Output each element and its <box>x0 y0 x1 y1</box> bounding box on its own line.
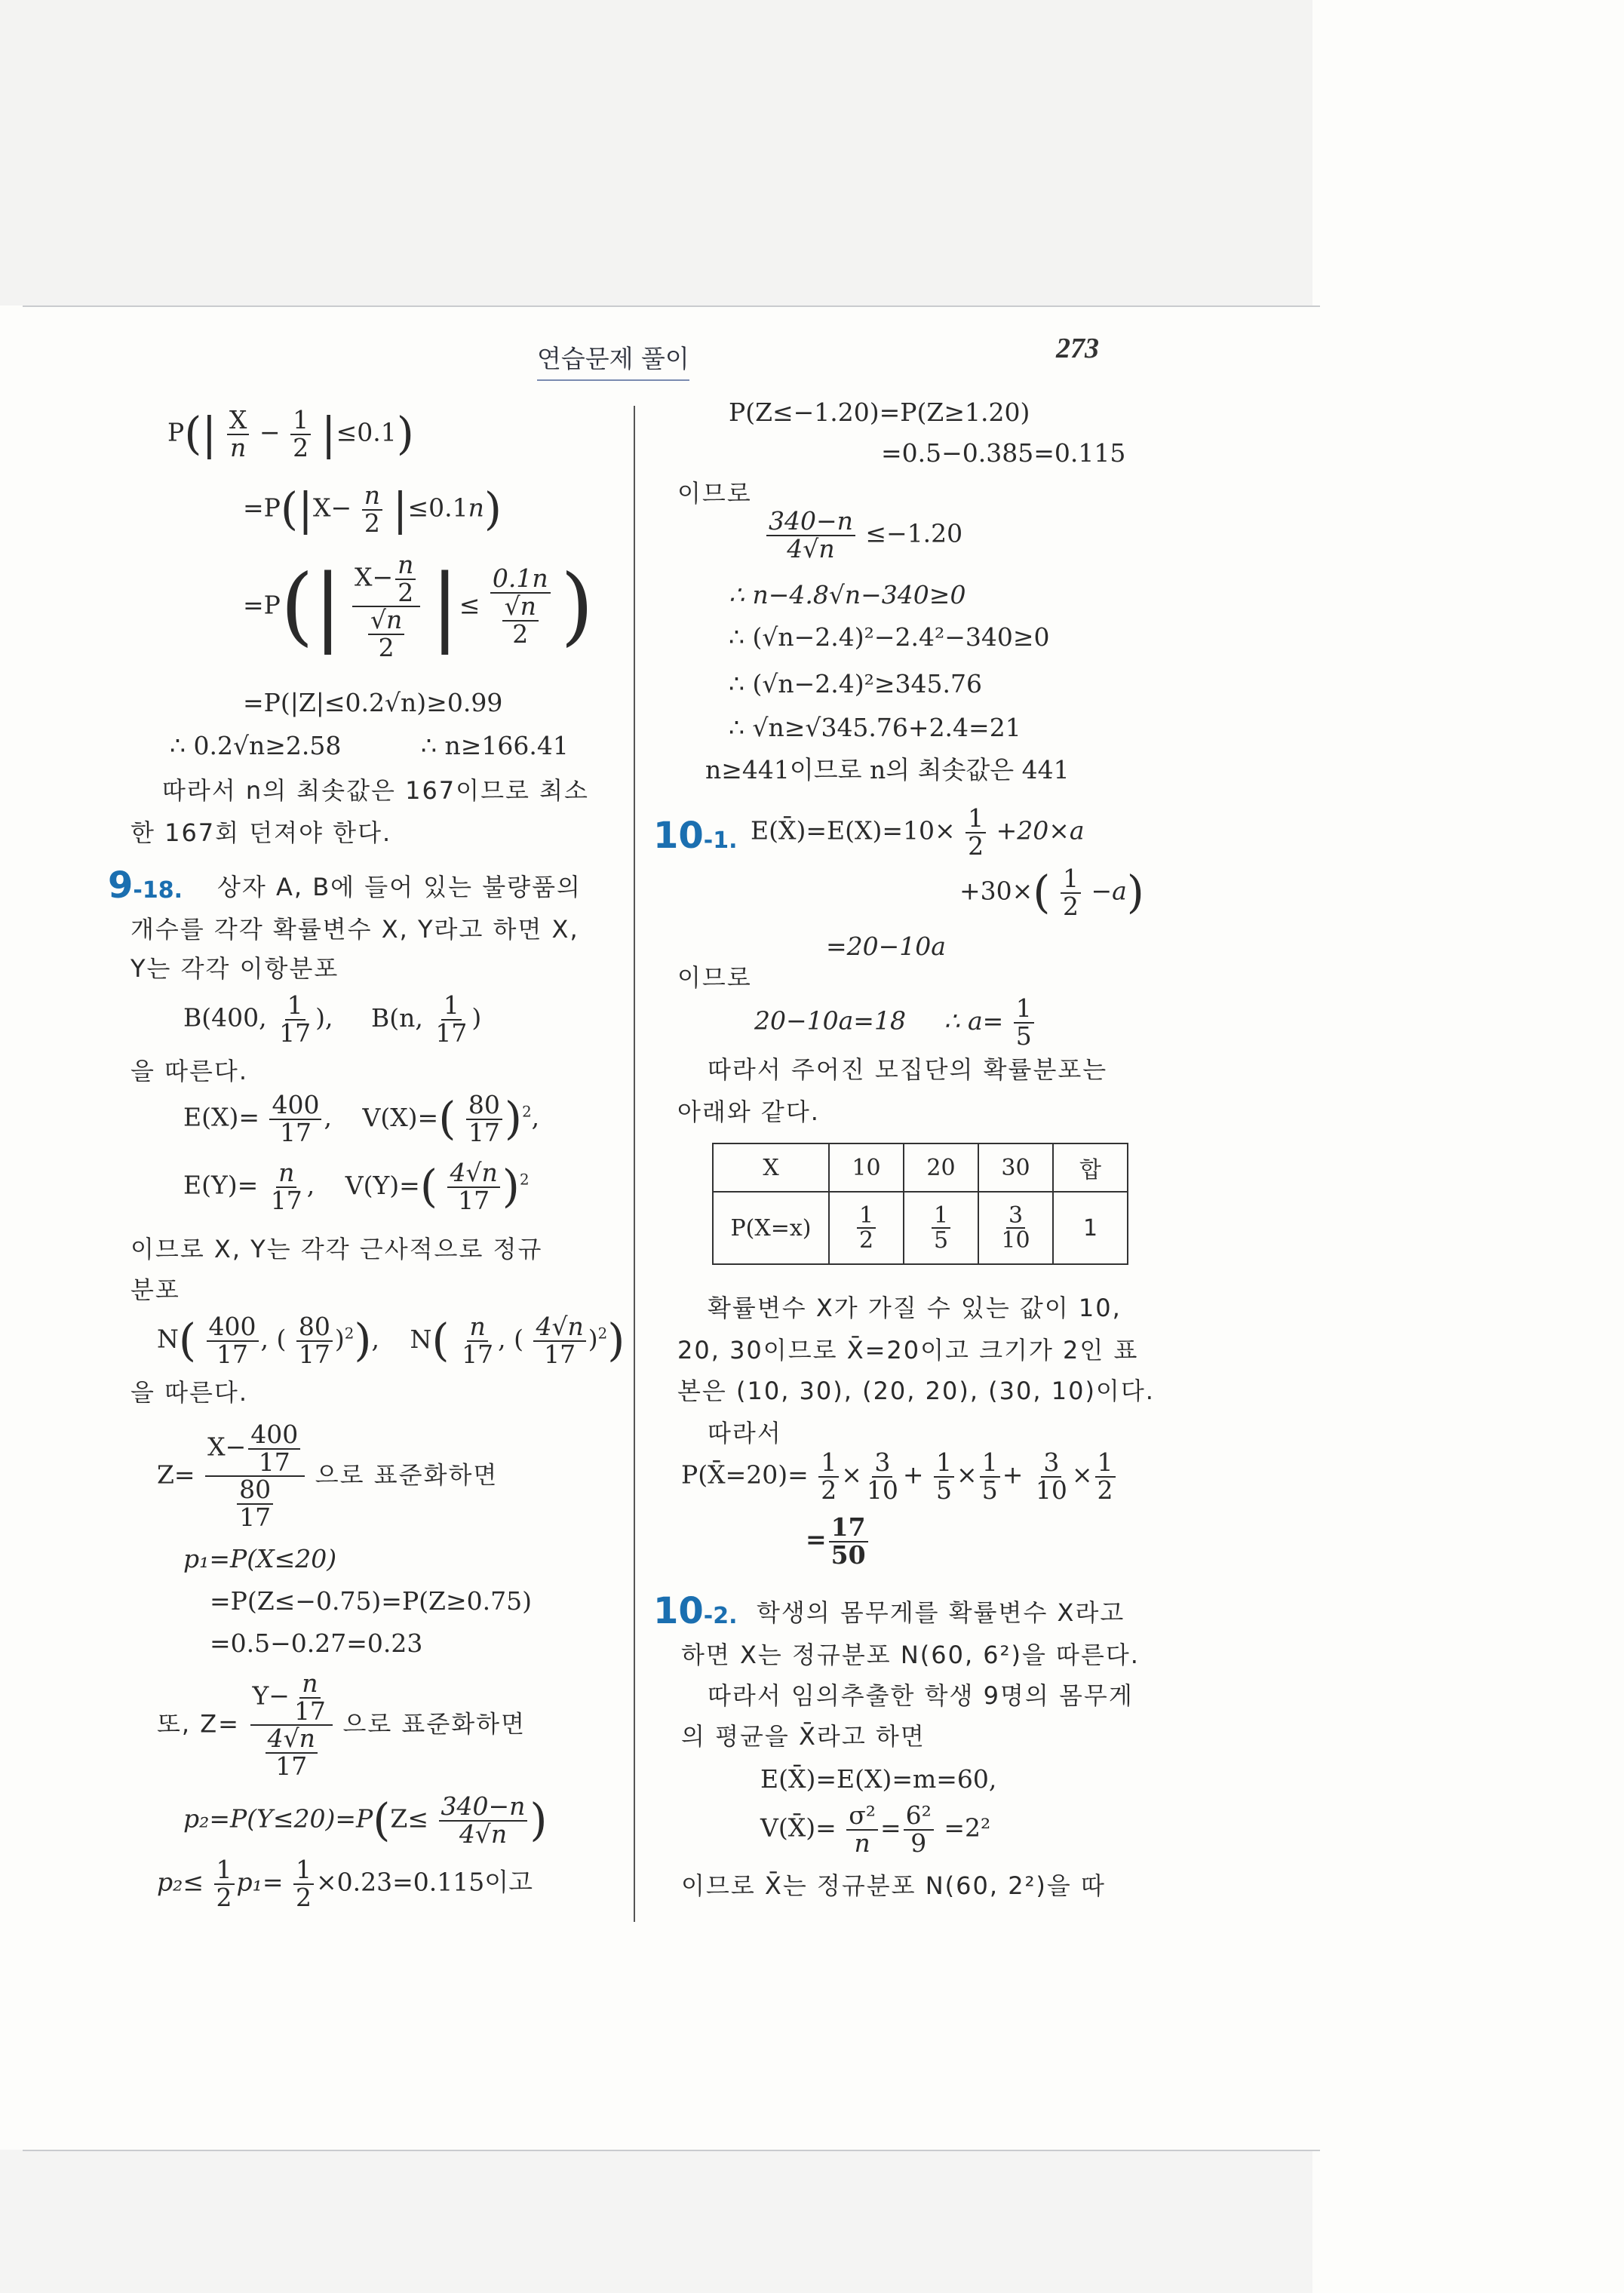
eq-101-probability: P(X̄=20)= $\frac{1}{2}$ × $\frac{3}{10}$ + $\frac{1}{5}$ × $\frac{1}{5}$ + $\frac{3}{10}$ × $\frac{1}{2}$ <box>681 1450 1118 1503</box>
eq-inequality-start: P(| $\frac{X}{n}$ − $\frac{1}{2}$ |≤0.1) <box>167 405 414 462</box>
problem-9-18-label: 9-18. <box>108 864 183 907</box>
eq-r4: $\frac{340-n}{4√n}$ ≤−1.20 <box>764 508 962 562</box>
table-header-cell: 10 <box>829 1143 904 1192</box>
page-header-title: 연습문제 풀이 <box>537 339 689 381</box>
follows-text-1: 을 따른다. <box>130 1057 248 1085</box>
approx-text-2: 분포 <box>130 1275 180 1304</box>
table-cell-total: 1 <box>1053 1192 1128 1264</box>
scan-edge-top <box>23 305 1320 307</box>
eq-101-line2: +30×( $\frac{1}{2}$ −a) <box>959 864 1144 921</box>
r-since: 이므로 <box>677 479 752 508</box>
eq-102-E: E(X̄)=E(X)=m=60, <box>760 1764 997 1794</box>
eq-p1-def: p₁=P(X≤20) <box>183 1544 337 1573</box>
approx-text-1: 이므로 X, Y는 각각 근사적으로 정규 <box>130 1235 543 1263</box>
p101-text-line-1: 확률변수 X가 가질 수 있는 값이 10, <box>708 1294 1122 1322</box>
eq-step2: =P(| X− $\frac{n}{2}$ $\frac{√n}{2}$ |≤ $\frac{0.1n}{\frac{√n}{2}}$ ) <box>243 550 594 662</box>
p918-text-line-3: Y는 각각 이항분포 <box>130 954 339 983</box>
eq-binomial-distributions: B(400, $\frac{1}{17}$ ), B(n, $\frac{1}{17}$ ) <box>183 990 482 1048</box>
eq-r6: ∴ (√n−2.4)²−2.4²−340≥0 <box>729 622 1050 652</box>
conclusion-line-2: 한 167회 던져야 한다. <box>130 818 392 847</box>
scan-top-margin <box>0 0 1312 305</box>
column-divider <box>634 406 635 1922</box>
scan-edge-bottom <box>23 2150 1320 2151</box>
p101-text-line-3: 본은 (10, 30), (20, 20), (30, 10)이다. <box>677 1377 1155 1405</box>
eq-101-line1: E(X̄)=E(X)=10× $\frac{1}{2}$ +20×a <box>751 803 1085 861</box>
eq-therefore-1b: ∴ n≥166.41 <box>421 731 569 760</box>
table-header-cell: 20 <box>904 1143 978 1192</box>
eq-p2-def: p₂=P(Y≤20)=P(Z≤ $\frac{340-n}{4√n}$ ) <box>183 1791 548 1849</box>
p102-text-line-3: 따라서 임의추출한 학생 9명의 몸무게 <box>708 1681 1134 1710</box>
table-row <box>713 1192 1128 1264</box>
eq-p1-step1: =P(Z≤−0.75)=P(Z≥0.75) <box>210 1586 532 1616</box>
eq-r9: n≥441이므로 n의 최솟값은 441 <box>705 755 1070 784</box>
eq-r2: =0.5−0.385=0.115 <box>881 438 1126 468</box>
eq-step3: =P(|Z|≤0.2√n)≥0.99 <box>243 688 503 717</box>
eq-r8: ∴ √n≥√345.76+2.4=21 <box>729 713 1021 742</box>
p918-text-line-1: 상자 A, B에 들어 있는 불량품의 <box>217 873 582 901</box>
eq-p2-relation: p₂≤ $\frac{1}{2}$ p₁= $\frac{1}{2}$ ×0.23=0.115이고 <box>157 1855 533 1912</box>
problem-10-2-label: 10-2. <box>653 1590 738 1632</box>
eq-102-V: V(X̄)= $\frac{\text{σ²}}{n}$ = $\frac{\text{6²}}{9}$ =2² <box>760 1800 991 1858</box>
table-cell: $\frac{1}{5}$ <box>904 1192 978 1264</box>
p101-since: 이므로 <box>677 963 752 992</box>
problem-10-1-label: 10-1. <box>653 815 738 857</box>
p102-text-line-2: 하면 X는 정규분포 N(60, 6²)을 따른다. <box>681 1641 1140 1669</box>
probability-distribution-table <box>712 1143 1128 1265</box>
eq-therefore-1a: ∴ 0.2√n≥2.58 <box>170 731 342 760</box>
table-row-label: P(X=x) <box>713 1192 829 1264</box>
eq-101-solve: 20−10a=18 ∴ a= $\frac{1}{5}$ <box>754 996 1036 1049</box>
p101-dist-line-1: 따라서 주어진 모집단의 확률분포는 <box>708 1055 1108 1084</box>
p102-text-line-5: 이므로 X̄는 정규분포 N(60, 2²)을 따 <box>681 1871 1106 1900</box>
conclusion-line-1: 따라서 n의 최솟값은 167이므로 최소 <box>162 776 589 805</box>
p101-dist-line-2: 아래와 같다. <box>677 1097 820 1126</box>
eq-101-result: = $\frac{17}{50}$ <box>806 1515 870 1568</box>
table-header-row <box>713 1143 1128 1192</box>
table-header-cell: 합 <box>1053 1143 1128 1192</box>
eq-r7: ∴ (√n−2.4)²≥345.76 <box>729 669 982 698</box>
p101-text-line-4: 따라서 <box>708 1419 782 1447</box>
follows-text-2: 을 따른다. <box>130 1378 248 1407</box>
p102-text-line-1: 학생의 몸무게를 확률변수 X라고 <box>757 1598 1125 1627</box>
eq-Z-standardize-Y: 또, Z= Y− $\frac{n}{17}$ $\frac{4√n}{17}$ 으로 표준화하면 <box>157 1668 526 1781</box>
page-number: 273 <box>1056 333 1099 364</box>
eq-normal-distributions: N( $\frac{400}{17}$ , ( $\frac{80}{17}$ )$^2$), N( $\frac{n}{17}$ , ( $\frac{4√n}{17}$ )$^2$) <box>157 1312 625 1369</box>
eq-p1-step2: =0.5−0.27=0.23 <box>210 1628 423 1658</box>
table-header-cell: 30 <box>978 1143 1053 1192</box>
p918-text-line-2: 개수를 각각 확률변수 X, Y라고 하면 X, <box>130 915 579 944</box>
scan-bottom-margin <box>0 2150 1312 2293</box>
table-header-cell: X <box>713 1143 829 1192</box>
eq-r1: P(Z≤−1.20)=P(Z≥1.20) <box>729 398 1030 427</box>
eq-step1: =P(|X− $\frac{n}{2}$ |≤0.1n) <box>243 480 502 538</box>
p102-text-line-4: 의 평균을 X̄라고 하면 <box>681 1722 926 1751</box>
p101-text-line-2: 20, 30이므로 X̄=20이고 크기가 2인 표 <box>677 1336 1139 1364</box>
eq-Z-standardize-X: Z= X− $\frac{400}{17}$ $\frac{80}{17}$ 으로 표준화하면 <box>157 1420 499 1532</box>
eq-101-line3: =20−10a <box>826 932 946 961</box>
table-cell: $\frac{1}{2}$ <box>829 1192 904 1264</box>
table-cell: $\frac{3}{10}$ <box>978 1192 1053 1264</box>
eq-r5: ∴ n−4.8√n−340≥0 <box>729 580 966 609</box>
eq-EY-VY: E(Y)= $\frac{n}{17}$ , V(Y)=( $\frac{4√n}{17}$ )$^2$ <box>183 1158 530 1215</box>
eq-EX-VX: E(X)= $\frac{400}{17}$ , V(X)=( $\frac{80}{17}$ )$^2$, <box>183 1090 540 1147</box>
